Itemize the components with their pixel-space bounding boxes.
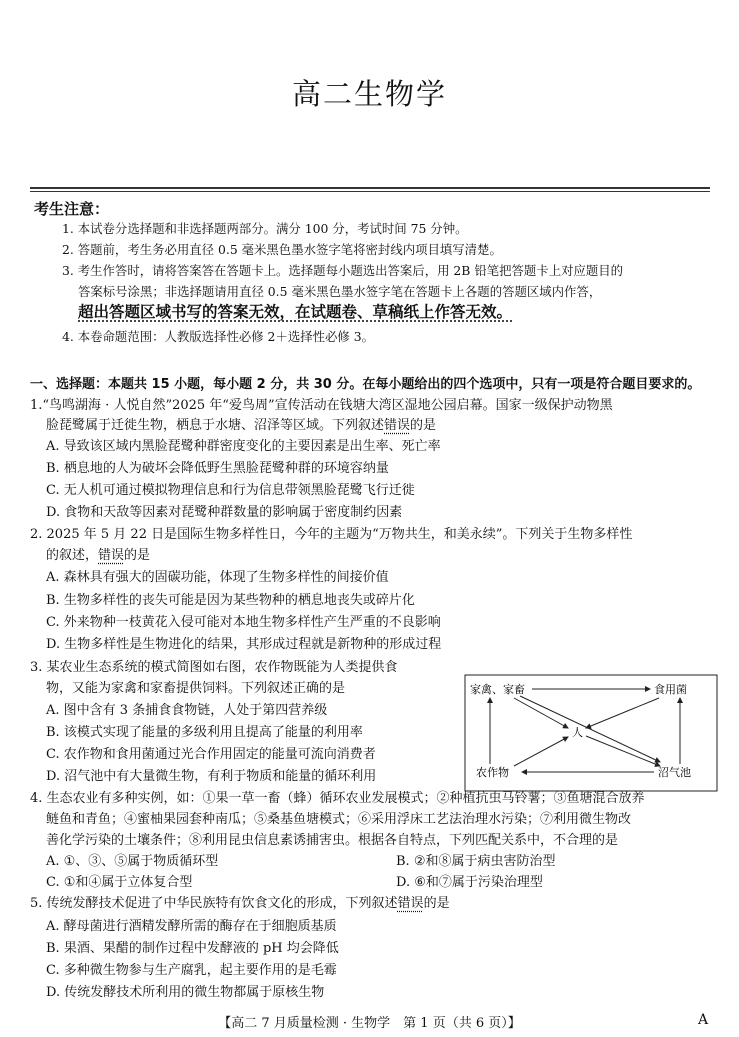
notice-item-1: 1. 本试卷分选择题和非选择题两部分。满分 100 分，考试时间 75 分钟。 bbox=[62, 221, 468, 236]
q5-stem bbox=[30, 894, 450, 914]
node-crops: 农作物 bbox=[476, 766, 509, 779]
paper-version: A bbox=[698, 1012, 709, 1028]
arrow-crops-human bbox=[514, 737, 568, 766]
arrow-livestock-human bbox=[514, 698, 568, 728]
q2-stem-line2 bbox=[46, 546, 150, 566]
q1-option-a: A. 导致该区域内黑脸琵鹭种群密度变化的主要因素是出生率、死亡率 bbox=[46, 439, 441, 454]
q1-stem-end: 的是 bbox=[410, 418, 437, 433]
q1-stem-line2 bbox=[46, 416, 436, 436]
notice-emphasis-text: 超出答题区域书写的答案无效，在试题卷、草稿纸上作答无效。 bbox=[78, 303, 513, 321]
q3-ecosystem-diagram bbox=[464, 674, 718, 792]
q1-stem-line1: 1.“鸟鸣湖海 · 人悦自然”2025 年“爱鸟周”宣传活动在钱塘大湾区湿地公园启幕。国家一级保护动物黑 bbox=[30, 398, 613, 413]
section-heading: 一、选择题：本题共 15 小题，每小题 2 分，共 30 分。在每小题给出的四个选项中，只有一项是符合题目要求的。 bbox=[30, 377, 701, 392]
q2-option-d: D. 生物多样性是生物进化的结果，其形成过程就是新物种的形成过程 bbox=[46, 637, 442, 652]
q5-stem-end: 的是 bbox=[423, 896, 450, 911]
notice-item-3: 3. 考生作答时，请将答案答在答题卡上。选择题每小题选出答案后，用 2B 铅笔把答题卡上对应题目的 bbox=[62, 263, 624, 278]
q2-stem-end: 的是 bbox=[124, 548, 151, 563]
node-livestock: 家禽、家畜 bbox=[470, 683, 525, 696]
q3-stem-line1: 3. 某农业生态系统的模式简图如右图，农作物既能为人类提供食 bbox=[30, 660, 398, 675]
q4-option-a: A. ①、③、⑤属于物质循环型 bbox=[46, 854, 219, 869]
q1-option-d: D. 食物和天敌等因素对琵鹭种群数量的影响属于密度制约因素 bbox=[46, 505, 403, 520]
q5-option-a: A. 酵母菌进行酒精发酵所需的酶存在于细胞质基质 bbox=[46, 919, 337, 934]
q2-emphasis: 错误 bbox=[98, 548, 125, 563]
q1-option-b: B. 栖息地的人为破坏会降低野生黑脸琵鹭种群的环境容纳量 bbox=[46, 461, 389, 476]
arrow-human-biogas bbox=[586, 736, 660, 766]
q4-option-b: B. ②和⑧属于病虫害防治型 bbox=[396, 854, 556, 869]
q3-option-d: D. 沼气池中有大量微生物，有利于物质和能量的循环利用 bbox=[46, 769, 377, 784]
q2-option-a: A. 森林具有强大的固碳功能，体现了生物多样性的间接价值 bbox=[46, 570, 389, 585]
q4-stem-line1: 4. 生态农业有多种实例，如：①果一草一畜（蜂）循环农业发展模式；②种植抗虫马铃薯；③鱼塘混合放养 bbox=[30, 791, 645, 806]
q5-stem-text: 5. 传统发酵技术促进了中华民族特有饮食文化的形成，下列叙述 bbox=[30, 896, 398, 911]
q1-emphasis: 错误 bbox=[384, 418, 411, 433]
q4-stem-line3: 善化学污染的土壤条件；⑧利用昆虫信息素诱捕害虫。根据各自特点，下列匹配关系中，不合理的是 bbox=[46, 833, 619, 848]
q4-option-d: D. ⑥和⑦属于污染治理型 bbox=[396, 875, 543, 890]
q4-stem-line2: 鲢鱼和青鱼；④蜜柚果园套种南瓜；⑤桑基鱼塘模式；⑥采用浮床工艺法治理水污染；⑦利用微生物改 bbox=[46, 812, 632, 827]
node-human: 人 bbox=[572, 726, 583, 739]
q5-option-d: D. 传统发酵技术所利用的微生物都属于原核生物 bbox=[46, 985, 325, 1000]
notice-item-3-cont: 答案标号涂黑；非选择题请用直径 0.5 毫米黑色墨水签字笔在答题卡上各题的答题区域内作答， bbox=[78, 284, 602, 299]
q2-option-b: B. 生物多样性的丧失可能是因为某些物种的栖息地丧失或碎片化 bbox=[46, 593, 415, 608]
q2-stem-text: 的叙述， bbox=[46, 548, 99, 563]
q4-option-c: C. ①和④属于立体复合型 bbox=[46, 875, 193, 890]
node-fungi: 食用菌 bbox=[654, 683, 687, 696]
q5-emphasis: 错误 bbox=[397, 896, 424, 911]
q3-option-b: B. 该模式实现了能量的多级利用且提高了能量的利用率 bbox=[46, 725, 363, 740]
arrow-fungi-human bbox=[586, 698, 659, 728]
q1-stem-text: 脸琵鹭属于迁徙生物，栖息于水塘、沼泽等区域。下列叙述 bbox=[46, 418, 385, 433]
q5-option-c: C. 多种微生物参与生产腐乳，起主要作用的是毛霉 bbox=[46, 963, 337, 978]
header-rule-top bbox=[30, 187, 710, 189]
notice-item-3-emphasis bbox=[78, 302, 512, 322]
q3-option-a: A. 图中含有 3 条捕食食物链，人处于第四营养级 bbox=[46, 703, 328, 718]
q2-option-c: C. 外来物种一枝黄花入侵可能对本地生物多样性产生严重的不良影响 bbox=[46, 615, 441, 630]
q5-option-b: B. 果酒、果醋的制作过程中发酵液的 pH 均会降低 bbox=[46, 941, 339, 956]
notice-item-2: 2. 答题前，考生务必用直径 0.5 毫米黑色墨水签字笔将密封线内项目填写清楚。 bbox=[62, 242, 502, 257]
notice-heading: 考生注意： bbox=[34, 200, 110, 218]
page-footer: 【高二 7 月质量检测 · 生物学 第 1 页（共 6 页）】 bbox=[218, 1016, 521, 1031]
q1-option-c: C. 无人机可通过模拟物理信息和行为信息带领黑脸琵鹭飞行迁徙 bbox=[46, 483, 415, 498]
header-rule-bottom bbox=[30, 191, 710, 192]
q3-stem-line2: 物，又能为家禽和家畜提供饲料。下列叙述正确的是 bbox=[46, 681, 346, 696]
node-biogas: 沼气池 bbox=[658, 766, 691, 779]
page-title: 高二生物学 bbox=[291, 77, 447, 111]
notice-item-4: 4. 本卷命题范围：人教版选择性必修 2＋选择性必修 3。 bbox=[62, 329, 374, 344]
q2-stem-line1: 2. 2025 年 5 月 22 日是国际生物多样性日，今年的主题为“万物共生，和美永续”。下列关于生物多样性 bbox=[30, 527, 633, 542]
q3-option-c: C. 农作物和食用菌通过光合作用固定的能量可流向消费者 bbox=[46, 747, 376, 762]
